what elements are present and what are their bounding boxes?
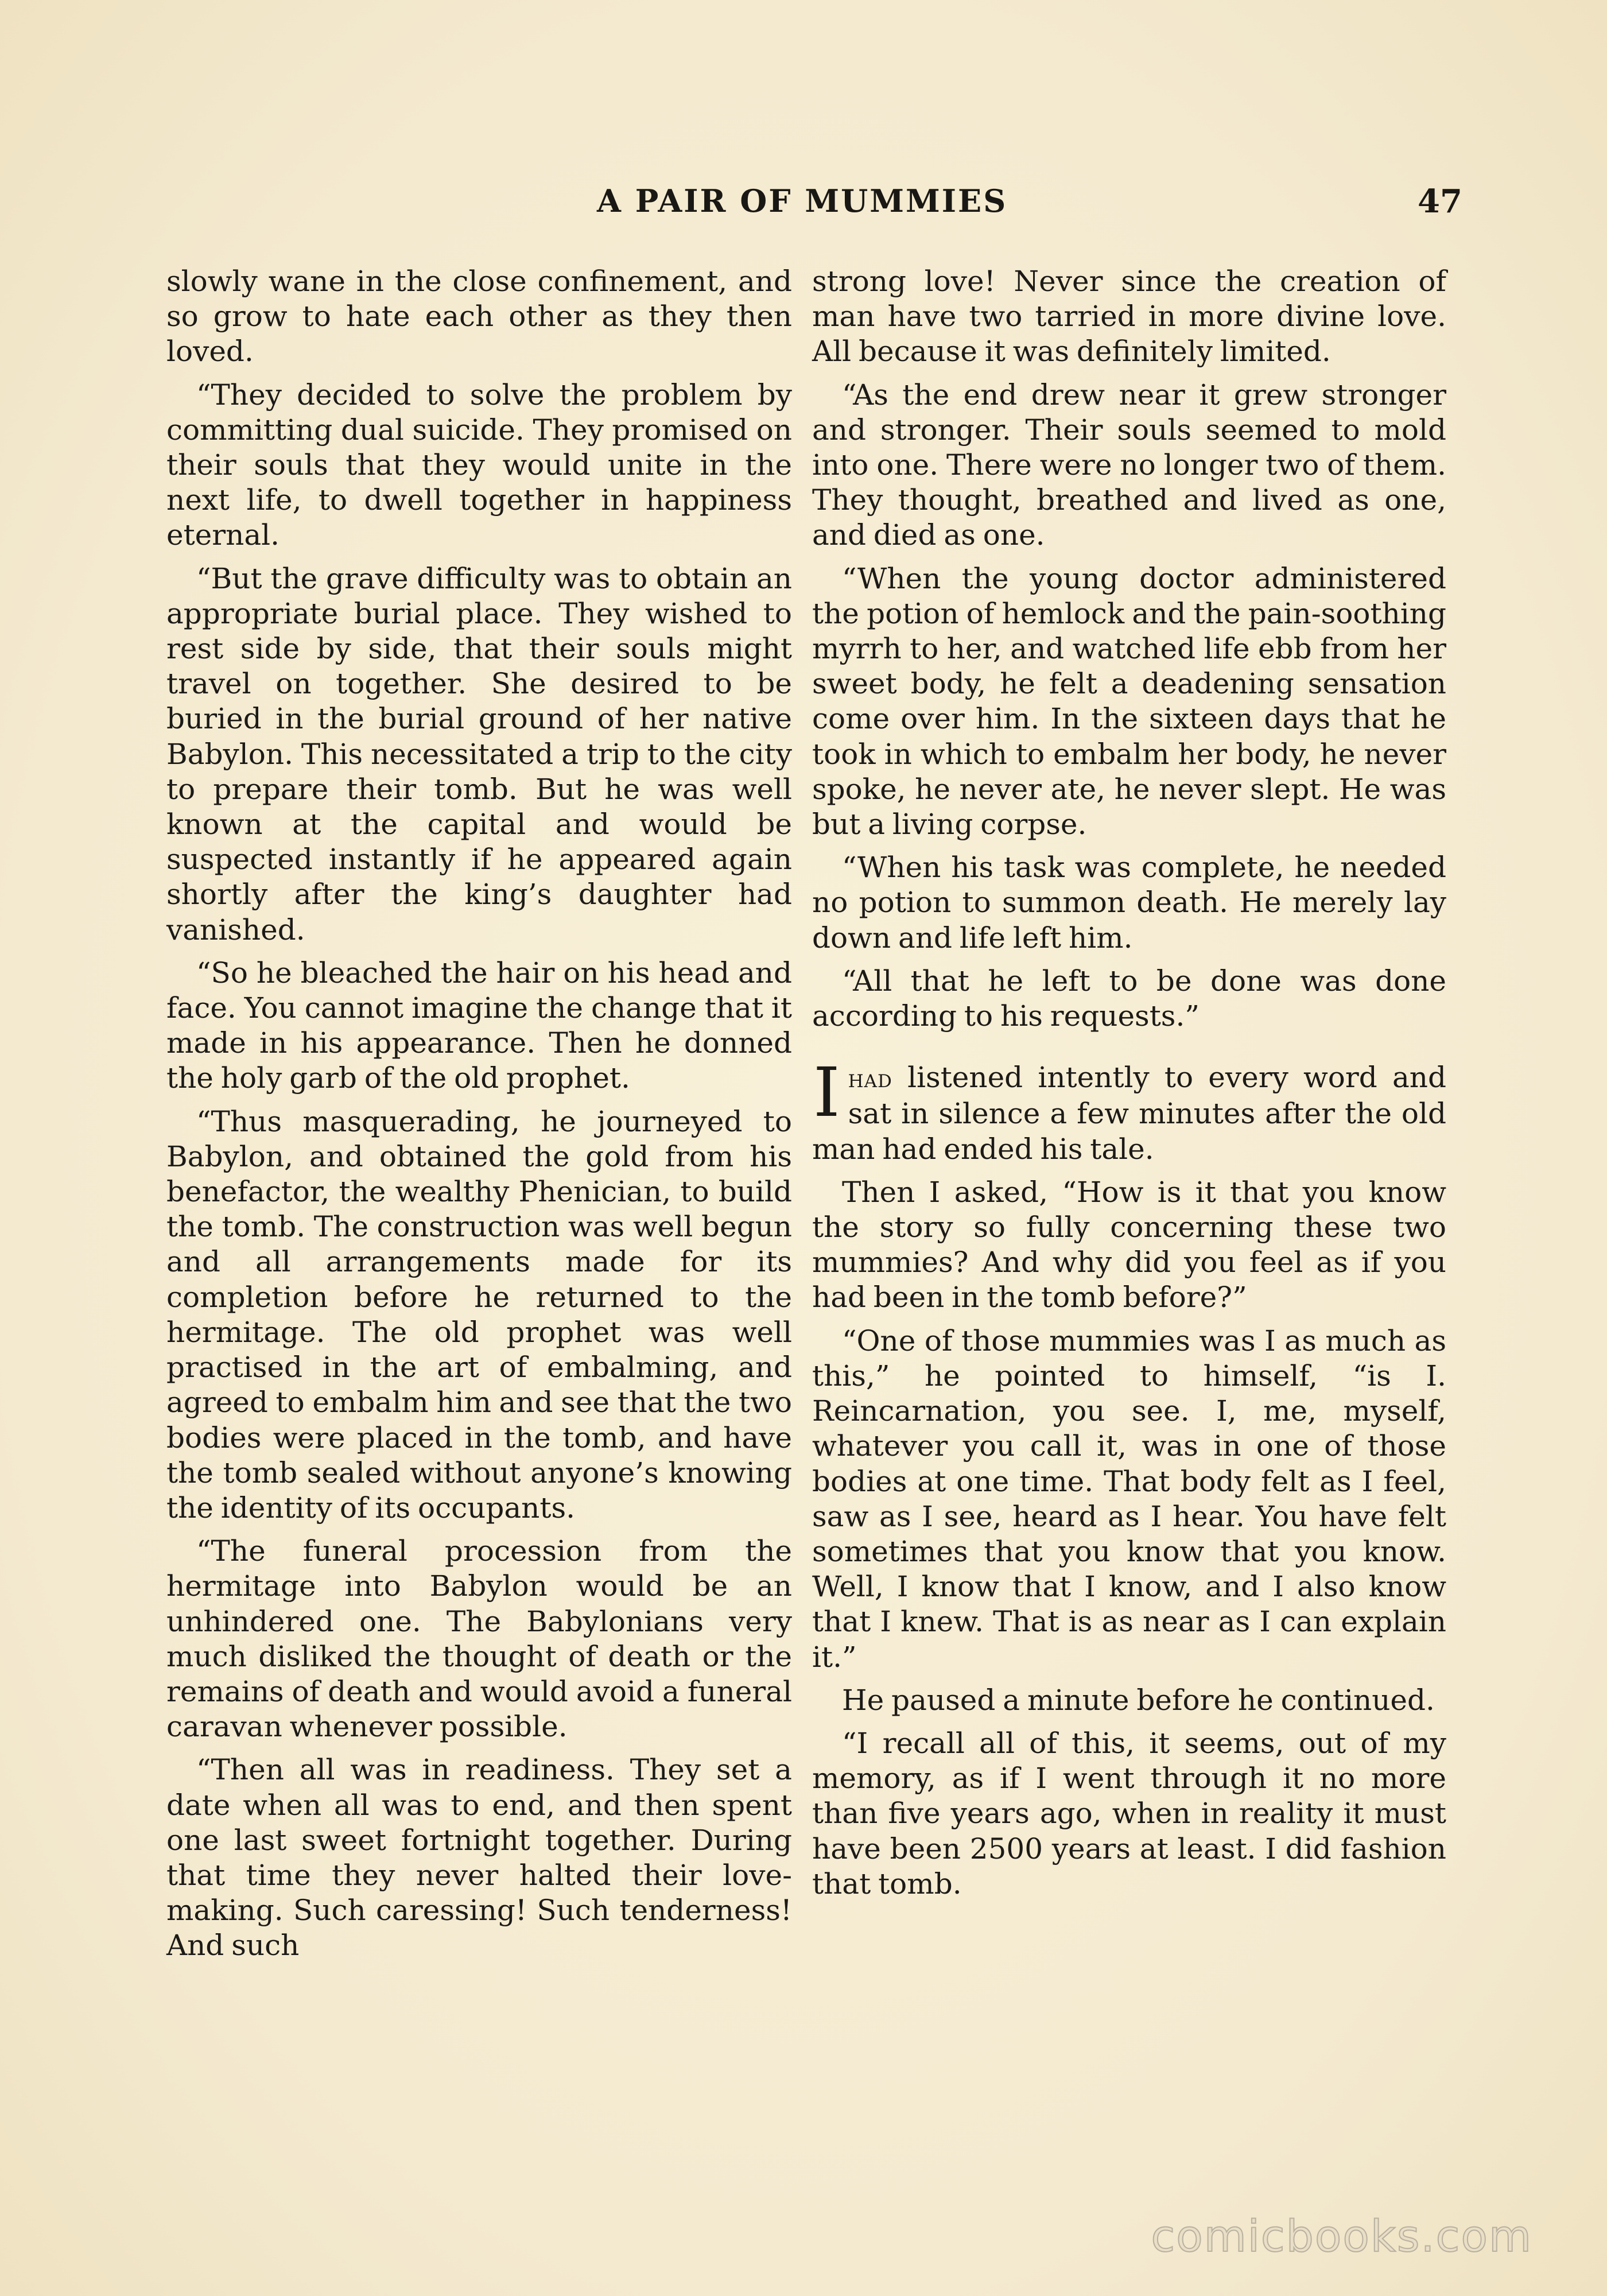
paragraph: “Thus masquerading, he journeyed to Babylon, and obtained the gold from his benefactor, the wealthy Phenician, to build the tomb. The construction was well begun and all arrangements made for its completion before he returned to the hermitage. The old prophet was well practised in the art of embalming, and agreed to embalm him and see that the two bodies were placed in the tomb, and have the tomb sealed without anyone’s knowing the identity of its occupants. (166, 1104, 792, 1525)
paragraph: “As the end drew near it grew stronger and stronger. Their souls seemed to mold into one. There were no longer two of them. They thought, breathed and lived as one, and died as one. (812, 378, 1446, 552)
running-head-title: A PAIR OF MUMMIES (597, 183, 1008, 219)
right-text-column (812, 264, 1446, 1910)
paragraph: He paused a minute before he continued. (842, 1683, 1435, 1717)
drop-cap-letter: I (813, 1053, 840, 1133)
small-caps-lead: had (848, 1064, 892, 1094)
paragraph: “When his task was complete, he needed no potion to summon death. He merely lay down and life left him. (812, 851, 1446, 955)
page-number: 47 (1418, 183, 1462, 220)
paragraph: “So he bleached the hair on his head and face. You cannot imagine the change that it made in his appearance. Then he donned the holy garb of the old prophet. (166, 956, 792, 1095)
watermark: comicbooks.com (1151, 2210, 1532, 2262)
paragraph: “They decided to solve the problem by committing dual suicide. They promised on their souls that they would unite in the next life, to dwell together in happiness eternal. (166, 378, 792, 552)
dropcap-paragraph (812, 1053, 1446, 1167)
section-break (812, 1042, 1446, 1060)
paragraph: “But the grave difficulty was to obtain an appropriate burial place. They wished to rest side by side, that their souls might travel on together. She desired to be buried in the burial ground of her native Babylon. This necessitated a trip to the city to prepare their tomb. But he was well known at the capital and would be suspected instantly if he appeared again shortly after the king’s daughter had vanished. (166, 561, 792, 947)
paragraph: “Then all was in readiness. They set a date when all was to end, and then spent one last sweet fortnight together. During that time they never halted their love-making. Such caressing! Such tenderness! And such (166, 1753, 792, 1963)
dropcap-paragraph-text: listened intently to every word and sat in silence a few minutes after the old man had ended his tale. (812, 1061, 1446, 1166)
paragraph: strong love! Never since the creation of man have two tarried in more divine love. All because it was definitely limited. (812, 265, 1446, 369)
paragraph: “When the young doctor administered the potion of hemlock and the pain-soothing myrrh to her, and watched life ebb from her sweet body, he felt a deadening sensation come over him. In the sixteen days that he took in which to embalm her body, he never spoke, he never ate, he never slept. He was but a living corpse. (812, 561, 1446, 841)
paragraph: “One of those mummies was I as much as this,” he pointed to himself, “is I. Reincarnation, you see. I, me, myself, whatever you call it, was in one of those bodies at one time. That body felt as I feel, saw as I see, heard as I hear. You have felt sometimes that you know that you know. Well, I know that I know, and I also know that I knew. That is as near as I can explain it.” (812, 1324, 1446, 1674)
paragraph: Then I asked, “How is it that you know the story so fully concerning these two mummies? And why did you feel as if you had been in the tomb before?” (812, 1175, 1446, 1314)
paragraph: “All that he left to be done was done according to his requests.” (812, 964, 1446, 1033)
paragraph: slowly wane in the close confinement, and so grow to hate each other as they then loved. (166, 265, 792, 369)
paragraph: “I recall all of this, it seems, out of my memory, as if I went through it no more than five years ago, when in reality it must have been 2500 years at least. I did fashion that tomb. (812, 1726, 1446, 1901)
paragraph: “The funeral procession from the hermitage into Babylon would be an unhindered one. The Babylonians very much disliked the thought of death or the remains of death and would avoid a funeral caravan whenever possible. (166, 1534, 792, 1744)
left-text-column (166, 264, 792, 1972)
